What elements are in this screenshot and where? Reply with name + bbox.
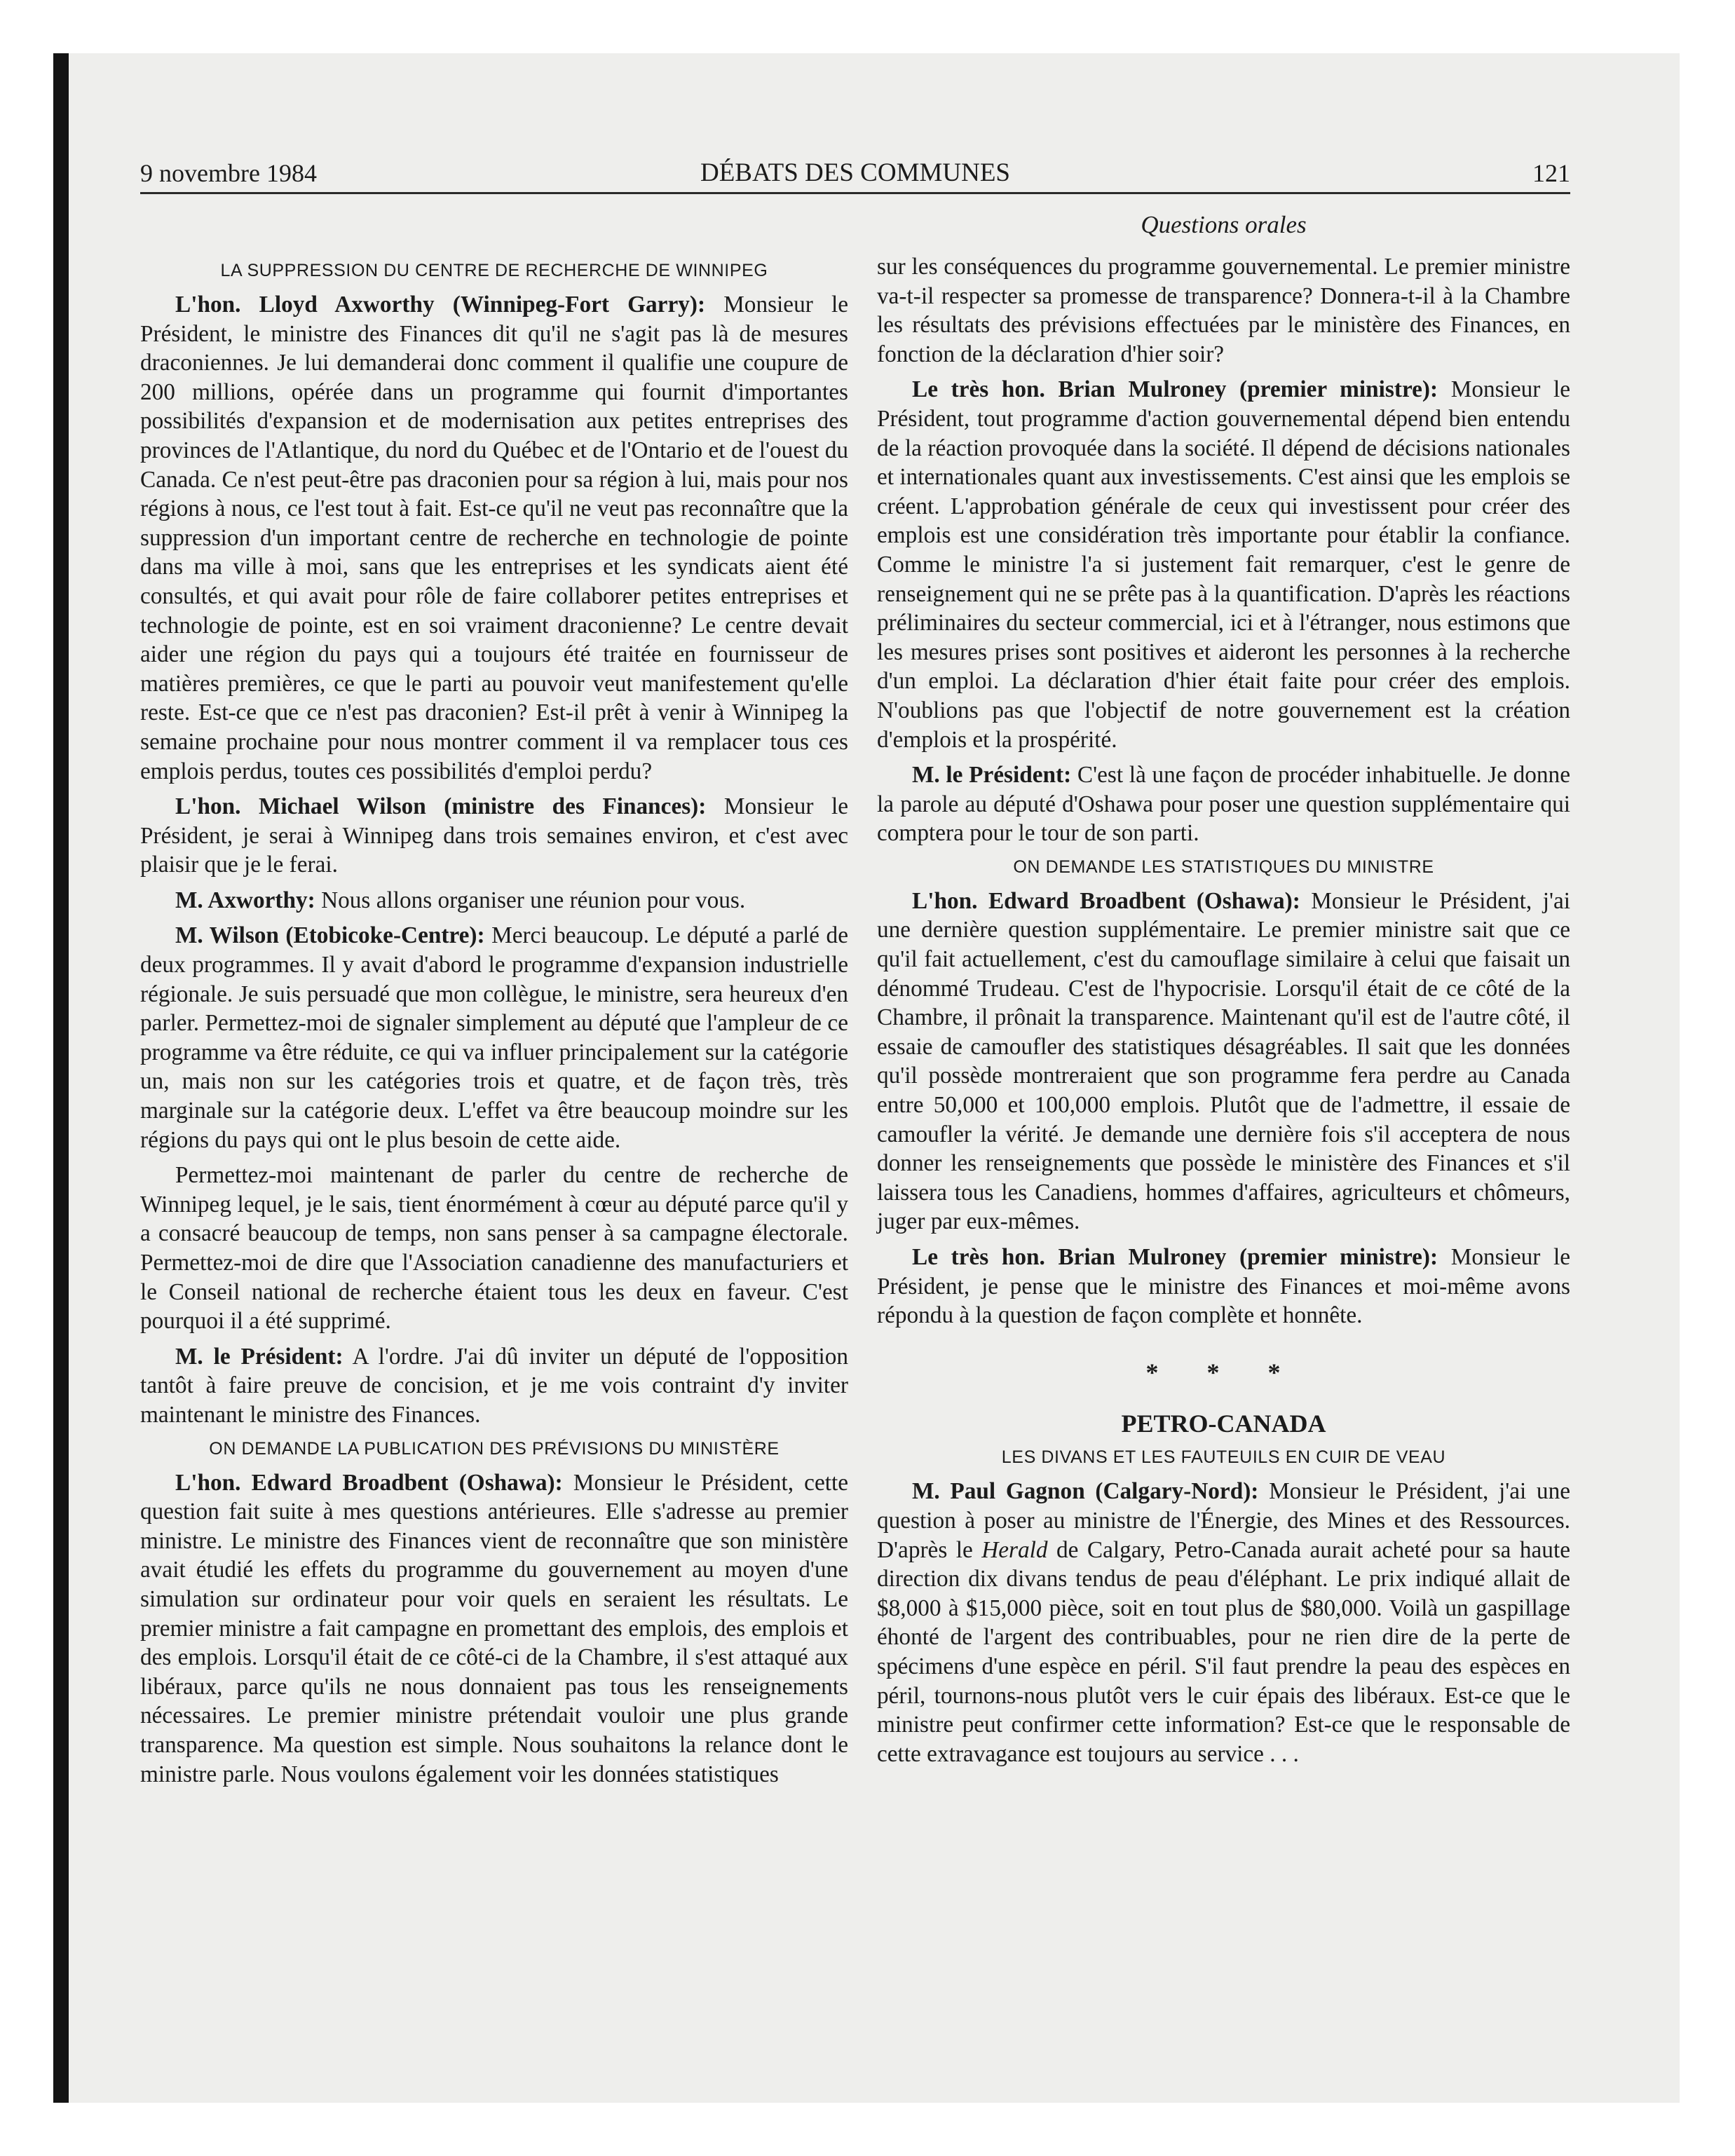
speech: Monsieur le Président, je serai à Winnipeg dans trois semaines environ, et c'est avec plaisir que je le ferai.	[140, 793, 848, 878]
subheading: LES DIVANS ET LES FAUTEUILS EN CUIR DE VEAU	[1001, 1447, 1446, 1468]
speech: Merci beaucoup. Le député a parlé de deux programmes. Il y avait d'abord le programme d'expansion industrielle régionale. Je suis persuadé que mon collègue, le ministre, sera heureux d'en parler. Permettez-moi de signaler simplement au député que l'ampleur de ce programme va être réduite, ce qui va influer principalement sur la catégorie un, mais non sur les catégories trois et quatre, et de façon très, très marginale sur la catégorie deux. L'effet va être beaucoup moindre sur les régions du pays qui ont le plus besoin de cette aide.	[140, 922, 848, 1153]
speech: Monsieur le Président, je pense que le ministre des Finances et moi-même avons répondu à la question de façon complète et honnête.	[877, 1244, 1570, 1329]
paragraph	[140, 792, 848, 880]
speech: A l'ordre. J'ai dû inviter un député de l'opposition tantôt à faire preuve de concision, et je me vois contraint d'y inviter maintenant le ministre des Finances.	[140, 1343, 848, 1428]
running-header	[140, 156, 1570, 191]
speaker: L'hon. Edward Broadbent (Oshawa):	[175, 1469, 563, 1496]
speaker: Le très hon. Brian Mulroney (premier ministre):	[912, 1244, 1438, 1270]
speech: Monsieur le Président, j'ai une question à poser au ministre de l'Énergie, des Mines et des Ressources. D'après le	[877, 1478, 1570, 1563]
section-label: Questions orales	[1141, 211, 1307, 238]
speaker: M. Wilson (Etobicoke-Centre):	[175, 922, 485, 949]
speaker: M. le Président:	[175, 1343, 343, 1370]
speaker: M. Axworthy:	[175, 887, 315, 913]
paragraph	[140, 1342, 848, 1430]
topic-heading: PETRO-CANADA	[1121, 1410, 1326, 1438]
speaker: L'hon. Michael Wilson (ministre des Finances):	[175, 793, 707, 820]
subheading: ON DEMANDE LA PUBLICATION DES PRÉVISIONS DU MINISTÈRE	[209, 1438, 780, 1459]
speaker: M. Paul Gagnon (Calgary-Nord):	[912, 1478, 1259, 1505]
paragraph: Permettez-moi maintenant de parler du centre de recherche de Winnipeg lequel, je le sais, tient énormément à cœur au député parce qu'il y a consacré beaucoup de temps, non sans penser à sa campagne électorale. Permettez-moi de dire que l'Association canadienne des manufacturiers et le Conseil national de recherche étaient tous les deux en faveur. C'est pourquoi il a été supprimé.	[140, 1162, 848, 1335]
speech: Nous allons organiser une réunion pour vous.	[315, 887, 746, 913]
paragraph	[140, 921, 848, 1154]
speech: Monsieur le Président, cette question fait suite à mes questions antérieures. Elle s'adresse au premier ministre. Le ministre des Finances vient de reconnaître que son ministère avait étudié les effets du programme du gouvernement au moyen d'une simulation sur ordinateur pour voir quels en seraient les résultats. Le premier ministre a fait campagne en promettant des emplois, des emplois et des emplois. Lorsqu'il était de ce côté-ci de la Chambre, il s'est attaqué aux libéraux, parce qu'ils ne nous donnaient pas tous les renseignements nécessaires. Le premier ministre prétendait vouloir une plus grande transparence. Ma question est simple. Nous souhaitons la relance dont le ministre parle. Nous voulons également voir les données statistiques	[140, 1469, 848, 1787]
paragraph	[877, 1477, 1570, 1768]
speaker: Le très hon. Brian Mulroney (premier ministre):	[912, 376, 1438, 403]
header-title: DÉBATS DES COMMUNES	[700, 158, 1010, 187]
paragraph	[140, 886, 848, 915]
speech: Monsieur le Président, le ministre des Finances dit qu'il ne s'agit pas là de mesures draconiennes. Je lui demanderai donc comment il qualifie une coupure de 200 millions, opérée dans un programme qui fournit d'importantes possibilités d'expansion et de modernisation aux petites entreprises des provinces de l'Atlantique, du nord du Québec et de l'Ontario et de l'ouest du Canada. Ce n'est peut-être pas draconien pour sa région à lui, mais pour nos régions à nous, ce l'est tout à fait. Est-ce qu'il ne veut pas reconnaître que la suppression d'un important centre de recherche en technologie de pointe dans ma ville à moi, sans que les entreprises et les syndicats aient été consultés, et qui avait pour rôle de faire collaborer petites entreprises et technologie de pointe, est en soi vraiment draconienne? Le centre devait aider une région du pays qui a toujours été traitée en fournisseur de matières premières, ce que le parti au pouvoir veut manifestement qu'elle reste. Est-ce que ce n'est pas draconien? Est-il prêt à venir à Winnipeg la semaine prochaine pour nous montrer comment il va remplacer tous ces emplois perdus, toutes ces possibilités d'emploi perdu?	[140, 292, 848, 784]
newspaper-name: Herald	[981, 1536, 1048, 1563]
paragraph	[877, 887, 1570, 1236]
paragraph	[877, 1243, 1570, 1330]
speech: C'est là une façon de procéder inhabituelle. Je donne la parole au député d'Oshawa pour poser une question supplémentaire qui comptera pour le tour de son parti.	[877, 762, 1570, 847]
header-rule	[140, 192, 1570, 194]
page-number: 121	[1532, 159, 1570, 187]
section-divider: * * *	[1145, 1358, 1302, 1386]
speaker: L'hon. Edward Broadbent (Oshawa):	[912, 887, 1300, 914]
paragraph	[140, 1468, 848, 1789]
binding-edge	[53, 53, 69, 2103]
subheading: ON DEMANDE LES STATISTIQUES DU MINISTRE	[1013, 857, 1434, 877]
paragraph	[877, 375, 1570, 754]
paragraph: sur les conséquences du programme gouvernemental. Le premier ministre va-t-il respecter sa promesse de transparence? Donnera-t-il à la Chambre les résultats des prévisions effectuées par le ministère des Finances, en fonction de la déclaration d'hier soir?	[877, 254, 1570, 367]
header-date: 9 novembre 1984	[140, 159, 317, 187]
subheading: LA SUPPRESSION DU CENTRE DE RECHERCHE DE WINNIPEG	[220, 261, 768, 280]
left-column	[140, 252, 848, 1795]
speech: Monsieur le Président, tout programme d'action gouvernemental dépend bien entendu de la réaction provoquée dans la société. Il dépend de décisions nationales et internationales quant aux investissements. C'est ainsi que les emplois se créent. L'approbation générale de ceux qui investissent pour créer des emplois est une considération très importante pour établir la confiance. Comme le ministre l'a si justement fait remarquer, c'est le genre de renseignement qui ne se prête pas à la quantification. D'après les réactions préliminaires du secteur commercial, ici et à l'étranger, nous estimons que les mesures prises sont positives et aideront les personnes à la recherche d'un emploi. La déclaration d'hier était faite pour créer des emplois. N'oublions pas que l'objectif de notre gouvernement est la création d'emplois et la prospérité.	[877, 376, 1570, 753]
paragraph	[140, 290, 848, 786]
speaker: M. le Président:	[912, 762, 1072, 789]
paragraph	[877, 760, 1570, 848]
speech: de Calgary, Petro-Canada aurait acheté pour sa haute direction dix divans tendus de peau d'éléphant. Le prix indiqué allait de $8,000 à $15,000 pièce, soit en tout plus de $80,000. Voilà un gaspillage éhonté de l'argent des contribuables, pour ne rien dire de la perte de spécimens d'une espèce en péril. S'il faut prendre la peau des espèces en péril, tournons-nous plutôt vers le cuir épais des libéraux. Est-ce que le ministre peut confirmer cette information? Est-ce que le responsable de cette extravagance est toujours au service . . .	[877, 1536, 1570, 1767]
speech: Monsieur le Président, j'ai une dernière question supplémentaire. Le premier ministre sait que ce qu'il fait actuellement, c'est du camouflage similaire à celui que faisait un dénommé Trudeau. C'est de l'hypocrisie. Lorsqu'il était de ce côté de la Chambre, il prônait la transparence. Maintenant qu'il est de l'autre côté, il essaie de camoufler des statistiques désagréables. Il sait que les données qu'il possède montreraient que son programme fera perdre au Canada entre 50,000 et 100,000 emplois. Plutôt que de l'admettre, il essaie de camoufler la vérité. Je demande une dernière fois s'il acceptera de nous donner les renseignements que possède le ministère des Finances et s'il laissera tous les Canadiens, hommes d'affaires, agriculteurs et chômeurs, juger par eux-mêmes.	[877, 887, 1570, 1235]
speaker: L'hon. Lloyd Axworthy (Winnipeg-Fort Garry):	[175, 292, 706, 318]
right-column	[877, 252, 1570, 1775]
